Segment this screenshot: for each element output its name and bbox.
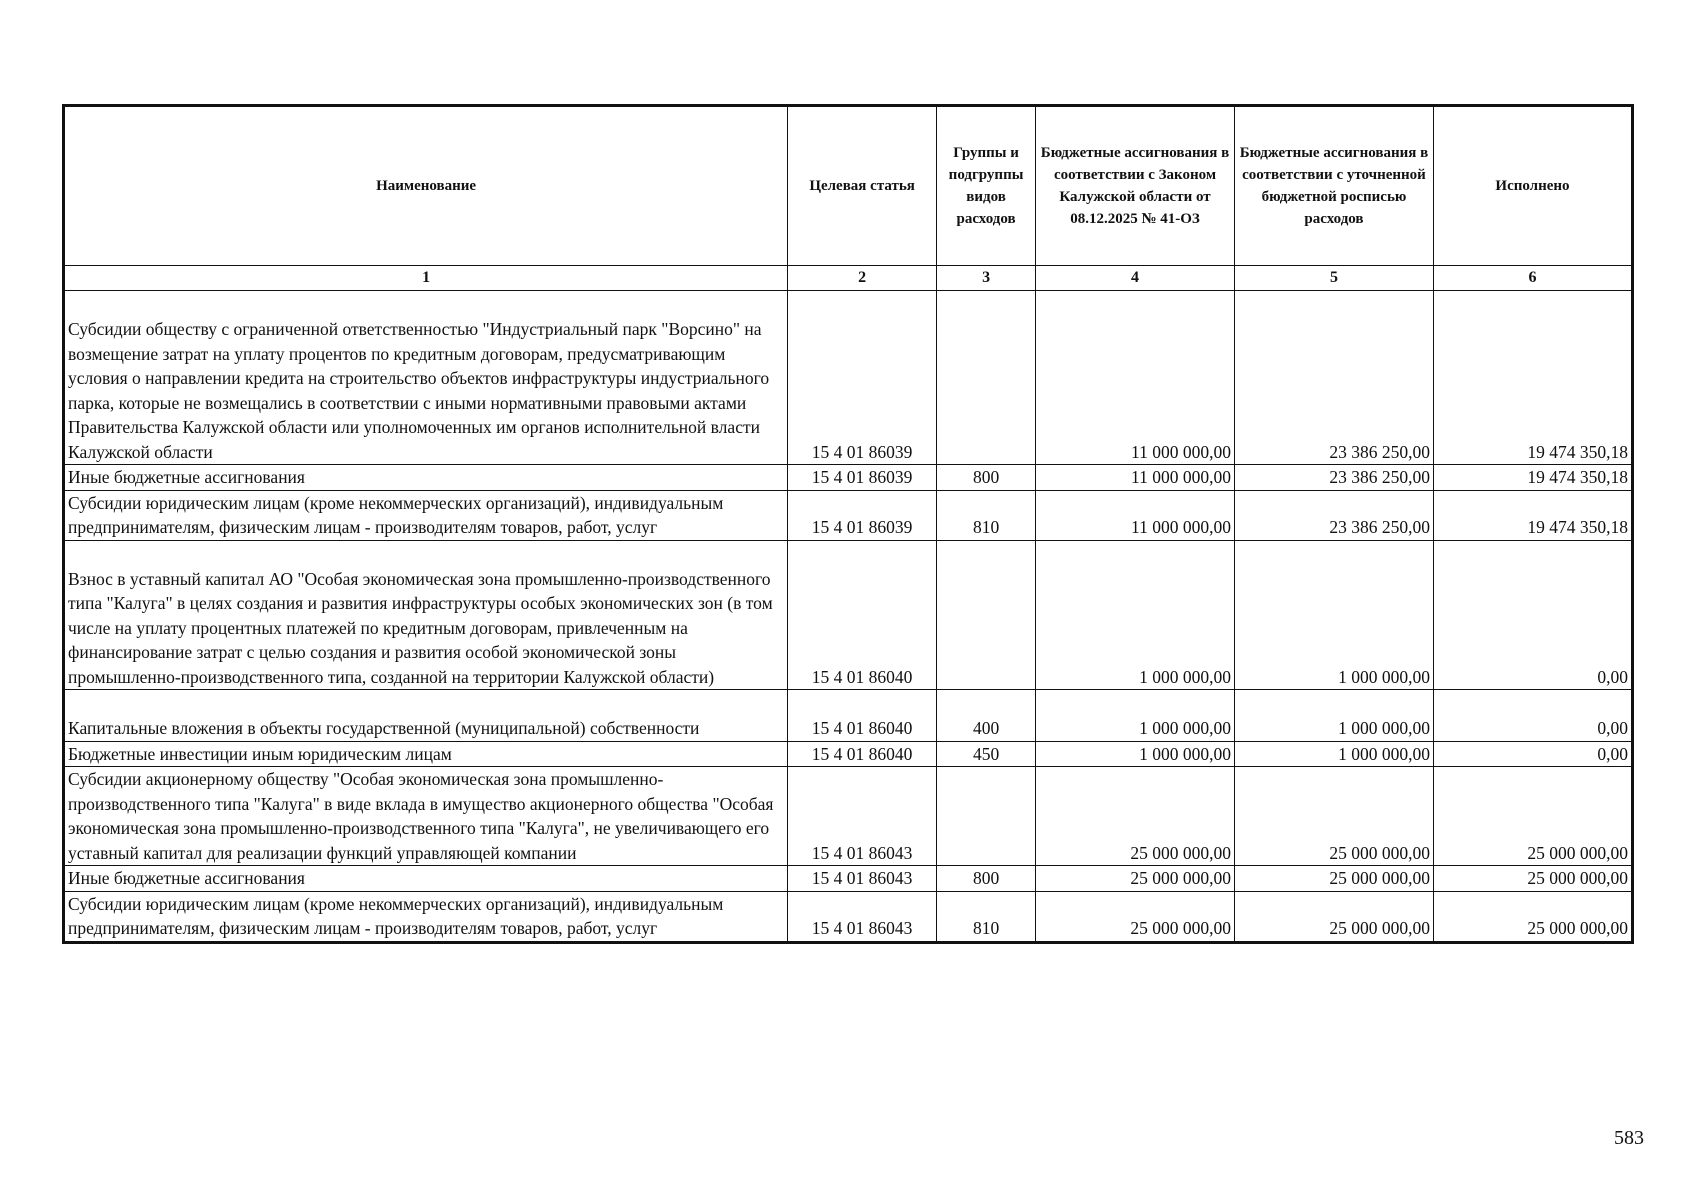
table-row bbox=[64, 540, 1633, 690]
budget-table-container bbox=[62, 104, 1634, 944]
header-row bbox=[64, 106, 1633, 266]
row-target-code: 15 4 01 86040 bbox=[788, 540, 937, 690]
row-refined-amount: 25 000 000,00 bbox=[1235, 891, 1434, 942]
column-number-row bbox=[64, 266, 1633, 291]
row-refined-amount: 1 000 000,00 bbox=[1235, 690, 1434, 742]
table-row bbox=[64, 891, 1633, 942]
table-row bbox=[64, 291, 1633, 465]
table-row bbox=[64, 490, 1633, 540]
row-expense-group: 810 bbox=[937, 490, 1036, 540]
header-law-allocations: Бюджетные ассигнования в соответствии с Законом Калужской области от 08.12.2025 № 41-ОЗ bbox=[1036, 106, 1235, 266]
row-refined-amount: 25 000 000,00 bbox=[1235, 866, 1434, 892]
row-executed-amount: 0,00 bbox=[1433, 690, 1632, 742]
header-target-article: Целевая статья bbox=[788, 106, 937, 266]
row-executed-amount: 25 000 000,00 bbox=[1433, 866, 1632, 892]
column-number: 3 bbox=[937, 266, 1036, 291]
row-refined-amount: 23 386 250,00 bbox=[1235, 291, 1434, 465]
row-law-amount: 25 000 000,00 bbox=[1036, 891, 1235, 942]
row-target-code: 15 4 01 86043 bbox=[788, 866, 937, 892]
row-refined-amount: 25 000 000,00 bbox=[1235, 767, 1434, 866]
row-expense-group: 800 bbox=[937, 866, 1036, 892]
row-refined-amount: 23 386 250,00 bbox=[1235, 490, 1434, 540]
row-law-amount: 1 000 000,00 bbox=[1036, 741, 1235, 767]
header-refined-allocations: Бюджетные ассигнования в соответствии с уточненной бюджетной росписью расходов bbox=[1235, 106, 1434, 266]
row-expense-group: 400 bbox=[937, 690, 1036, 742]
header-executed: Исполнено bbox=[1433, 106, 1632, 266]
row-target-code: 15 4 01 86040 bbox=[788, 741, 937, 767]
row-executed-amount: 0,00 bbox=[1433, 540, 1632, 690]
table-row bbox=[64, 690, 1633, 742]
header-name: Наименование bbox=[64, 106, 788, 266]
row-name: Взнос в уставный капитал АО "Особая экономическая зона промышленно-производственного типа "Калуга" в целях создания и развития инфраструктуры особых экономических зон (в том числе на уплату процентных платежей по кредитным договорам, привлеченным на финансирование затрат с целью создания и развития особой экономической зоны промышленно-производственного типа, созданной на территории Калужской области) bbox=[64, 540, 788, 690]
table-row bbox=[64, 465, 1633, 491]
row-law-amount: 1 000 000,00 bbox=[1036, 690, 1235, 742]
row-target-code: 15 4 01 86043 bbox=[788, 767, 937, 866]
row-law-amount: 25 000 000,00 bbox=[1036, 866, 1235, 892]
row-name: Субсидии юридическим лицам (кроме некоммерческих организаций), индивидуальным предпринимателям, физическим лицам - производителям товаров, работ, услуг bbox=[64, 891, 788, 942]
row-name: Субсидии обществу с ограниченной ответственностью "Индустриальный парк "Ворсино" на возмещение затрат на уплату процентов по кредитным договорам, предусматривающим условия о направлении кредита на строительство объектов инфраструктуры индустриального парка, которые не возмещались в соответствии с иными нормативными правовыми актами Правительства Калужской области или уполномоченных им органов исполнительной власти Калужской области bbox=[64, 291, 788, 465]
row-expense-group bbox=[937, 540, 1036, 690]
table-row bbox=[64, 866, 1633, 892]
row-refined-amount: 1 000 000,00 bbox=[1235, 540, 1434, 690]
column-number: 4 bbox=[1036, 266, 1235, 291]
column-number: 5 bbox=[1235, 266, 1434, 291]
column-number: 6 bbox=[1433, 266, 1632, 291]
row-name: Бюджетные инвестиции иным юридическим лицам bbox=[64, 741, 788, 767]
row-name: Субсидии юридическим лицам (кроме некоммерческих организаций), индивидуальным предпринимателям, физическим лицам - производителям товаров, работ, услуг bbox=[64, 490, 788, 540]
row-refined-amount: 23 386 250,00 bbox=[1235, 465, 1434, 491]
row-expense-group bbox=[937, 291, 1036, 465]
row-executed-amount: 19 474 350,18 bbox=[1433, 291, 1632, 465]
header-expense-groups: Группы и подгруппы видов расходов bbox=[937, 106, 1036, 266]
row-target-code: 15 4 01 86039 bbox=[788, 490, 937, 540]
row-expense-group: 450 bbox=[937, 741, 1036, 767]
row-law-amount: 11 000 000,00 bbox=[1036, 465, 1235, 491]
row-name: Иные бюджетные ассигнования bbox=[64, 866, 788, 892]
table-row bbox=[64, 741, 1633, 767]
row-target-code: 15 4 01 86039 bbox=[788, 465, 937, 491]
row-executed-amount: 25 000 000,00 bbox=[1433, 767, 1632, 866]
row-executed-amount: 19 474 350,18 bbox=[1433, 465, 1632, 491]
row-law-amount: 1 000 000,00 bbox=[1036, 540, 1235, 690]
row-executed-amount: 0,00 bbox=[1433, 741, 1632, 767]
row-executed-amount: 19 474 350,18 bbox=[1433, 490, 1632, 540]
row-expense-group: 800 bbox=[937, 465, 1036, 491]
column-number: 1 bbox=[64, 266, 788, 291]
table-row bbox=[64, 767, 1633, 866]
row-target-code: 15 4 01 86043 bbox=[788, 891, 937, 942]
row-executed-amount: 25 000 000,00 bbox=[1433, 891, 1632, 942]
row-name: Субсидии акционерному обществу "Особая экономическая зона промышленно-производственного типа "Калуга" в виде вклада в имущество акционерного общества "Особая экономическая зона промышленно-производственного типа "Калуга", не увеличивающего его уставный капитал для реализации функций управляющей компании bbox=[64, 767, 788, 866]
row-law-amount: 11 000 000,00 bbox=[1036, 291, 1235, 465]
row-refined-amount: 1 000 000,00 bbox=[1235, 741, 1434, 767]
budget-table bbox=[62, 104, 1634, 944]
row-target-code: 15 4 01 86039 bbox=[788, 291, 937, 465]
row-name: Иные бюджетные ассигнования bbox=[64, 465, 788, 491]
row-name: Капитальные вложения в объекты государственной (муниципальной) собственности bbox=[64, 690, 788, 742]
column-number: 2 bbox=[788, 266, 937, 291]
row-expense-group: 810 bbox=[937, 891, 1036, 942]
row-law-amount: 11 000 000,00 bbox=[1036, 490, 1235, 540]
page-number: 583 bbox=[1614, 1127, 1644, 1149]
row-target-code: 15 4 01 86040 bbox=[788, 690, 937, 742]
row-law-amount: 25 000 000,00 bbox=[1036, 767, 1235, 866]
row-expense-group bbox=[937, 767, 1036, 866]
